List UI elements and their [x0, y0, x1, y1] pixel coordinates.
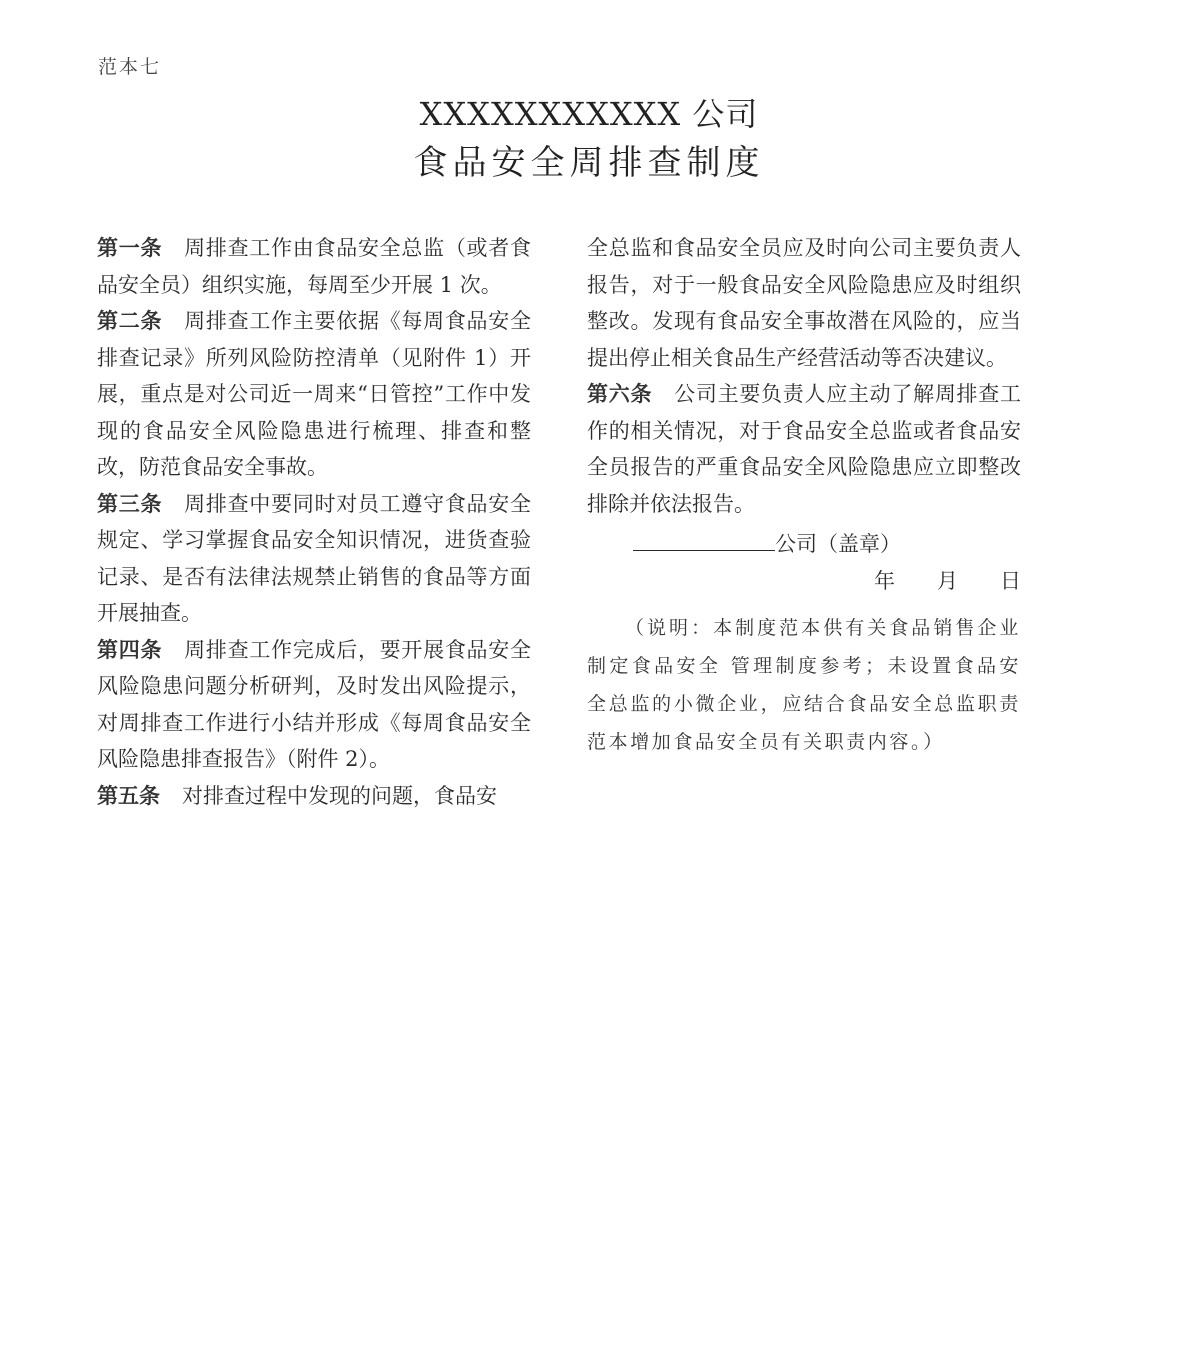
- article-text: 全总监和食品安全员应及时向公司主要负责人报告，对于一般食品安全风险隐患应及时组织整改。发现有食品安全事故潜在风险的，应当提出停止相关食品生产经营活动等否决建议。: [587, 236, 1021, 370]
- article-text: 周排查工作完成后，要开展食品安全风险隐患问题分析研判，及时发出风险提示，对周排查工作进行小结并形成《每周食品安全风险隐患排查报告》（附件 2）。: [97, 637, 532, 771]
- left-column: [97, 230, 531, 814]
- month-label: 月: [937, 568, 958, 593]
- article-heading: 第一条: [97, 236, 163, 260]
- day-label: 日: [1000, 568, 1021, 593]
- article-heading: 第六条: [587, 382, 653, 406]
- article-5-continued: [587, 230, 1021, 376]
- article-4: [97, 632, 531, 778]
- company-seal-label: 公司（盖章）: [775, 532, 901, 556]
- date-line: [587, 563, 1021, 603]
- article-2: [97, 303, 531, 486]
- article-text: 周排查工作由食品安全总监（或者食品安全员）组织实施，每周至少开展 1 次。: [97, 236, 532, 297]
- article-5: [97, 778, 531, 815]
- explanatory-note: （说明：本制度范本供有关食品销售企业制定食品安全 管理制度参考；未设置食品安全总监的小微企业，应结合食品安全总监职责范本增加食品安全员有关职责内容。）: [587, 616, 1021, 753]
- document-title: 食品安全周排查制度: [413, 143, 765, 183]
- company-seal-line: [587, 526, 1021, 563]
- article-3: [97, 486, 531, 632]
- article-text: 周排查中要同时对员工遵守食品安全规定、学习掌握食品安全知识情况，进货查验记录、是否有法律法规禁止销售的食品等方面开展抽查。: [97, 491, 532, 625]
- right-column: [587, 230, 1021, 780]
- article-heading: 第二条: [97, 309, 163, 333]
- article-heading: 第四条: [97, 637, 163, 662]
- company-name-blank: [633, 528, 775, 551]
- title-block: [0, 92, 1178, 190]
- article-text: 对排查过程中发现的问题，食品安: [182, 783, 497, 808]
- article-text: 周排查工作主要依据《每周食品安全排查记录》所列风险防控清单（见附件 1）开展，重点是对公司近一周来“日管控”工作中发现的食品安全风险隐患进行梳理、排查和整改，防范食品安全事故。: [97, 309, 532, 479]
- article-text: 公司主要负责人应主动了解周排查工作的相关情况，对于食品安全总监或者食品安全员报告的严重食品安全风险隐患应立即整改排除并依法报告。: [587, 382, 1022, 516]
- article-6: [587, 376, 1021, 522]
- article-heading: 第三条: [97, 491, 163, 516]
- series-label: 范本七: [98, 56, 162, 78]
- company-name-title: XXXXXXXXXXX 公司: [419, 95, 759, 133]
- article-heading: 第五条: [97, 783, 160, 808]
- article-1: [97, 230, 531, 303]
- year-label: 年: [874, 568, 895, 593]
